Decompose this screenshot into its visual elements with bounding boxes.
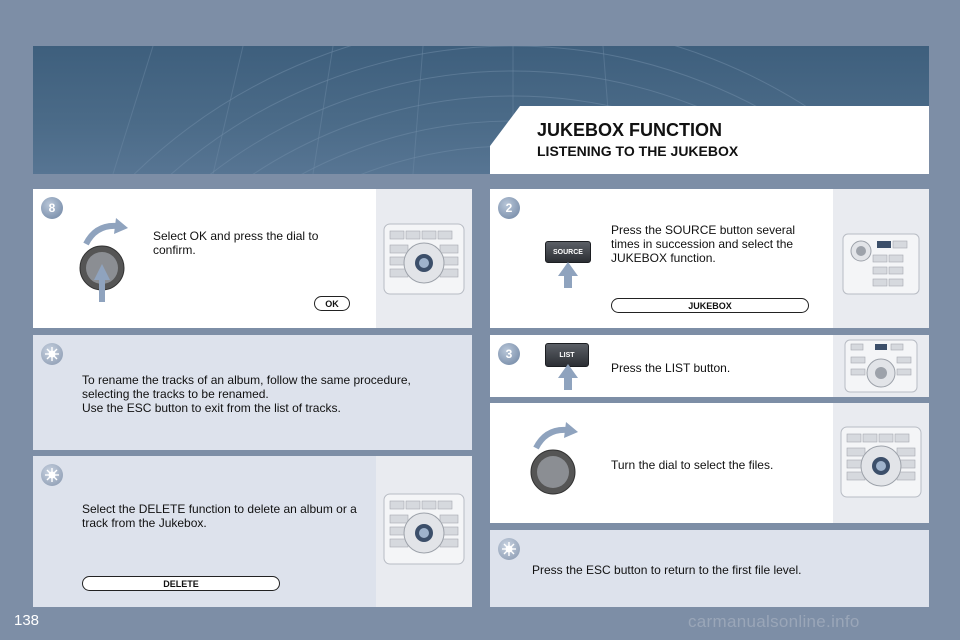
step-2-text: Press the SOURCE button several times in succession and select the JUKEBOX function. — [611, 223, 796, 265]
dial-press-graphic — [72, 218, 132, 302]
step-3-text: Press the LIST button. — [611, 361, 731, 375]
control-panel-icon — [833, 189, 929, 328]
sun-icon — [41, 343, 63, 365]
note-1-line-2: Use the ESC button to exit from the list of tracks. — [82, 401, 341, 415]
jukebox-pill: JUKEBOX — [611, 298, 809, 313]
note-1-line-1: To rename the tracks of an album, follow the same procedure, selecting the tracks to be renamed. — [82, 373, 411, 401]
sun-icon — [498, 538, 520, 560]
source-button-graphic: SOURCE — [545, 241, 591, 263]
rotate-arrow-icon — [536, 430, 568, 448]
step-8-text: Select OK and press the dial to confirm. — [153, 229, 319, 257]
page-subtitle: LISTENING TO THE JUKEBOX — [537, 143, 739, 159]
control-panel-icon — [376, 456, 472, 607]
control-panel-icon — [833, 403, 929, 523]
press-arrow-icon — [556, 262, 580, 288]
delete-pill: DELETE — [82, 576, 280, 591]
note-1-text — [82, 373, 452, 415]
page-title: JUKEBOX FUNCTION — [537, 120, 723, 140]
turn-dial-text: Turn the dial to select the files. — [611, 458, 774, 472]
sun-icon — [41, 464, 63, 486]
page-number: 138 — [14, 612, 40, 629]
dial-icon — [526, 422, 582, 496]
note-2-text: Select the DELETE function to delete an album or a track from the Jukebox. — [82, 502, 357, 530]
rotate-arrow-icon — [86, 226, 118, 244]
list-button-graphic: LIST — [545, 343, 589, 367]
note-3-text: Press the ESC button to return to the first file level. — [532, 563, 802, 577]
control-panel-icon — [376, 189, 472, 328]
watermark: carmanualsonline.info — [688, 612, 860, 631]
control-panel-icon — [833, 335, 929, 397]
ok-pill: OK — [314, 296, 350, 311]
step-number-badge: 3 — [498, 343, 520, 365]
step-number-badge: 2 — [498, 197, 520, 219]
step-number-badge: 8 — [41, 197, 63, 219]
press-arrow-icon — [556, 364, 580, 390]
